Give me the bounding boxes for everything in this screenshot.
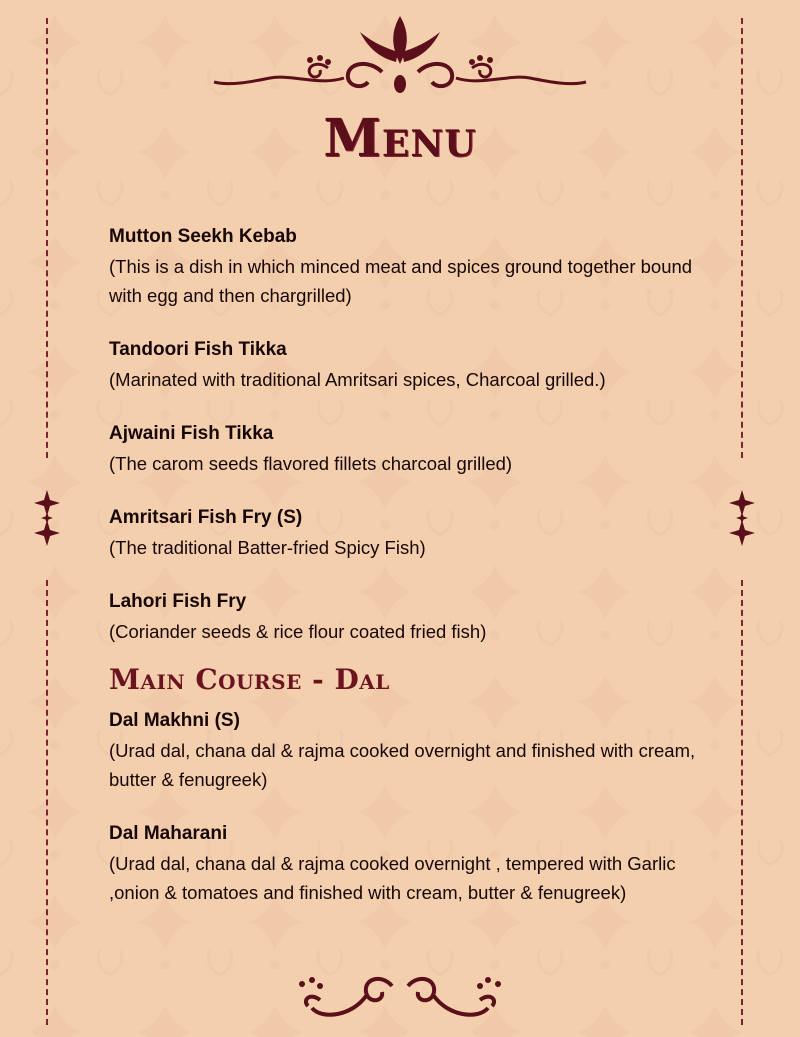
top-flourish-icon xyxy=(210,12,590,102)
menu-item-name: Amritsari Fish Fry (S) xyxy=(109,507,303,528)
menu-item-description: (Urad dal, chana dal & rajma cooked overnight , tempered with Garlic ,onion & tomatoes and finished with cream, butter & fenugreek) xyxy=(109,853,676,903)
menu-item xyxy=(109,222,709,310)
menu-item-name: Ajwaini Fish Tikka xyxy=(109,423,274,444)
menu-item-name: Tandoori Fish Tikka xyxy=(109,339,287,360)
menu-item-name: Dal Maharani xyxy=(109,823,228,844)
section-heading-main-course-dal: Main Course - Dal xyxy=(109,663,390,696)
menu-item-name: Mutton Seekh Kebab xyxy=(109,226,297,247)
menu-item-description: (This is a dish in which minced meat and spices ground together bound with egg and then chargrilled) xyxy=(109,256,693,306)
menu-item xyxy=(109,587,709,646)
menu-item xyxy=(109,503,709,562)
menu-item-description: (The traditional Batter-fried Spicy Fish) xyxy=(109,537,426,558)
menu-item xyxy=(109,335,709,394)
menu-item xyxy=(109,706,709,794)
menu-content xyxy=(109,222,709,932)
menu-item-description: (The carom seeds flavored fillets charcoal grilled) xyxy=(109,453,513,474)
menu-item-description: (Marinated with traditional Amritsari spices, Charcoal grilled.) xyxy=(109,369,606,390)
left-border-bottom xyxy=(46,580,48,1025)
menu-item-description: (Coriander seeds & rice flour coated fried fish) xyxy=(109,621,487,642)
right-border-top xyxy=(741,18,743,458)
menu-item xyxy=(109,819,709,907)
menu-item xyxy=(109,419,709,478)
menu-item-description: (Urad dal, chana dal & rajma cooked overnight and finished with cream, butter & fenugreek) xyxy=(109,740,696,790)
menu-item-name: Lahori Fish Fry xyxy=(109,591,247,612)
right-border-bottom xyxy=(741,580,743,1025)
bottom-flourish-icon xyxy=(292,970,508,1026)
menu-item-name: Dal Makhni (S) xyxy=(109,710,240,731)
menu-title: Menu xyxy=(323,108,477,169)
right-sparkle-icon xyxy=(729,490,755,546)
left-sparkle-icon xyxy=(34,490,60,546)
left-border-top xyxy=(46,18,48,458)
